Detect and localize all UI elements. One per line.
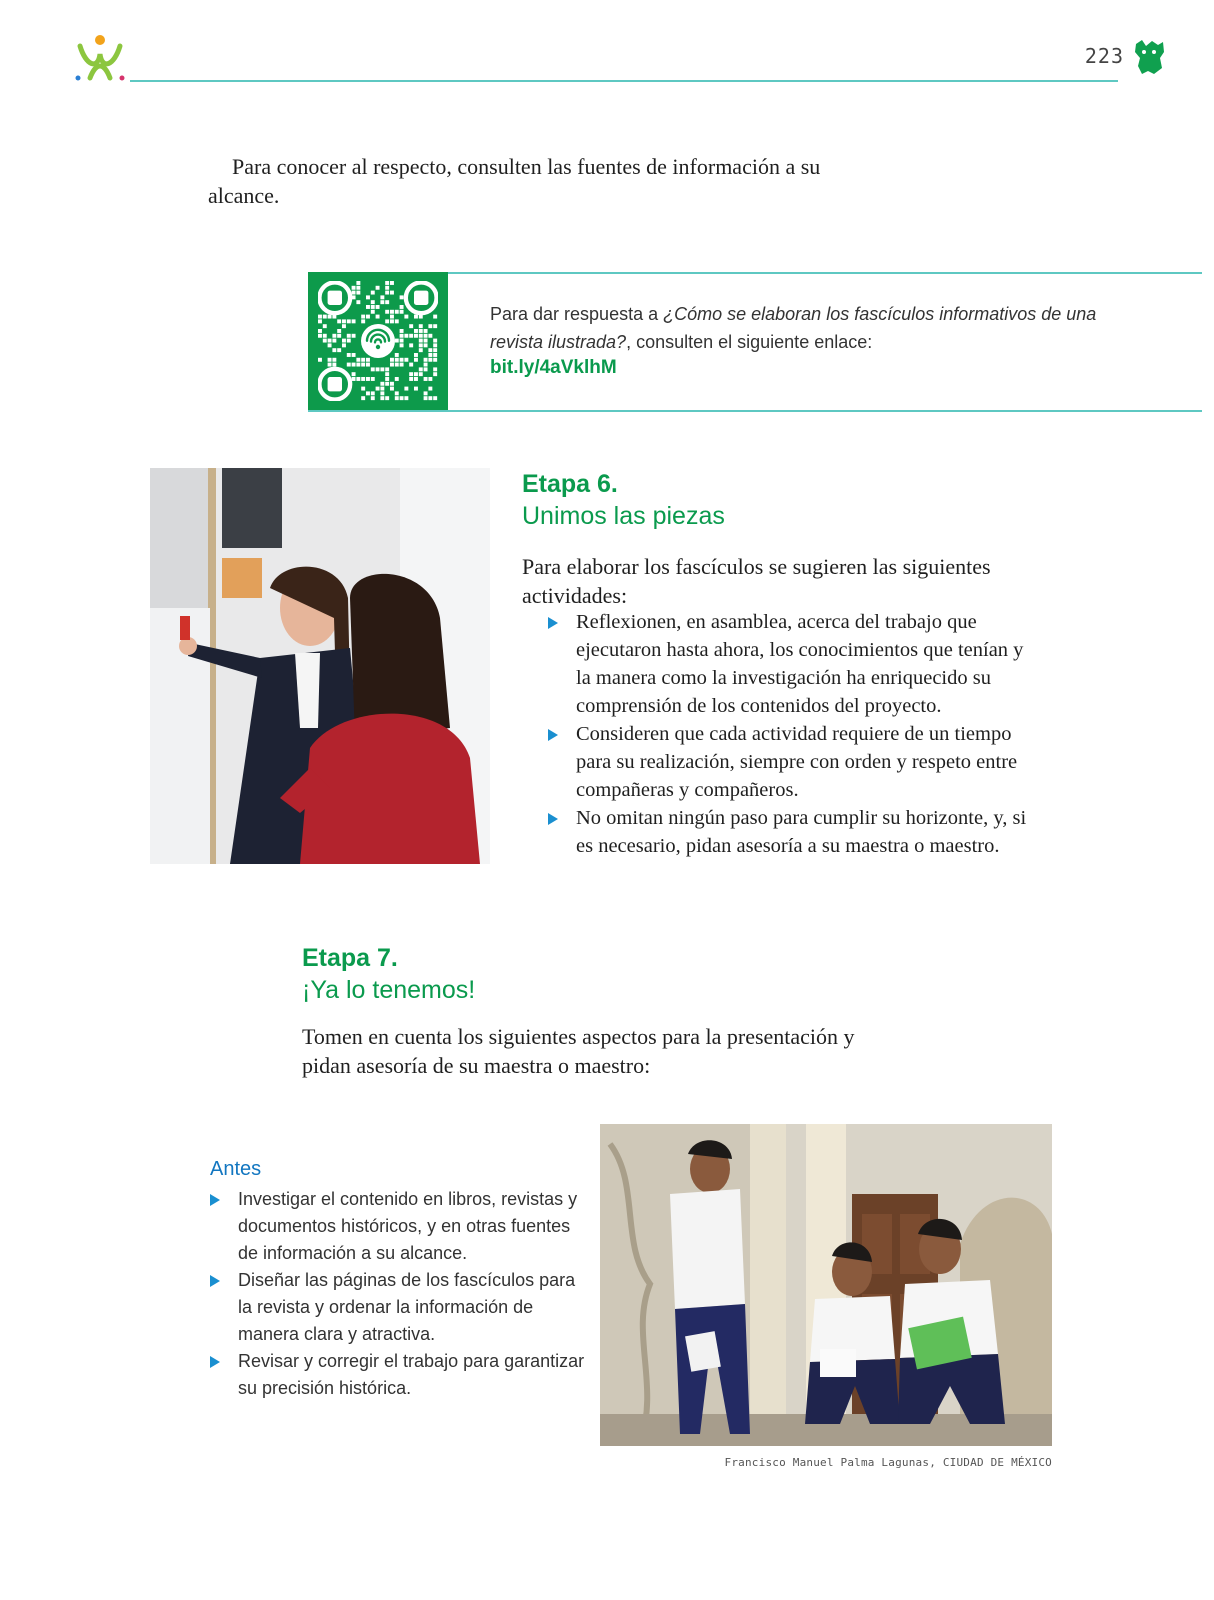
stage7-title: Etapa 7. [302, 944, 398, 972]
stage6-title: Etapa 6. [522, 470, 618, 498]
qr-finder-pattern [319, 282, 350, 313]
triangle-bullet-icon [548, 813, 558, 825]
triangle-bullet-icon [210, 1356, 220, 1368]
triangle-bullet-icon [548, 617, 558, 629]
intro-paragraph: Para conocer al respecto, consulten las fuentes de información a su alcance. [208, 154, 821, 208]
qr-text-after: , consulten el siguiente enlace: [626, 332, 873, 352]
stage6-intro: Para elaborar los fascículos se sugieren las siguientes actividades: [522, 554, 991, 608]
stage6-activity-list [548, 608, 1038, 860]
qr-text-before: Para dar respuesta a [490, 304, 664, 324]
list-item [210, 1267, 590, 1348]
list-item [548, 720, 1038, 804]
students-photo [600, 1124, 1052, 1446]
stage6-subtitle: Unimos las piezas [522, 502, 725, 530]
header-rule [130, 80, 1118, 82]
wifi-icon [361, 324, 395, 358]
triangle-bullet-icon [210, 1275, 220, 1287]
list-item [210, 1186, 590, 1267]
list-item-text: Consideren que cada actividad requiere de un tiempo para su realización, siempre con orden y respeto entre compañeras y compañeros. [576, 723, 1018, 801]
list-item-text: No omitan ningún paso para cumplir su horizonte, y, si es necesario, pidan asesoría a su maestra o maestro. [576, 807, 1027, 857]
stage7-subtitle: ¡Ya lo tenemos! [302, 976, 476, 1004]
qr-code[interactable] [318, 281, 438, 401]
triangle-bullet-icon [548, 729, 558, 741]
photo-credit: Francisco Manuel Palma Lagunas, CIUDAD DE MÉXICO [724, 1456, 1052, 1469]
list-item-text: Investigar el contenido en libros, revistas y documentos históricos, y en otras fuentes de información a su alcance. [238, 1189, 578, 1263]
antes-list [210, 1186, 590, 1402]
qr-finder-pattern [319, 369, 350, 400]
list-item-text: Diseñar las páginas de los fascículos para la revista y ordenar la información de manera clara y atractiva. [238, 1270, 576, 1344]
list-item-text: Revisar y corregir el trabajo para garantizar su precisión histórica. [238, 1351, 585, 1398]
qr-instructions [490, 300, 1150, 356]
page-number: 223 [1084, 44, 1124, 68]
list-item-text: Reflexionen, en asamblea, acerca del trabajo que ejecutaron hasta ahora, los conocimientos que tenían y la manera como la investigación ha enriquecido su comprensión de los contenidos del proyecto. [576, 611, 1024, 717]
jaguar-emblem-icon [1132, 38, 1166, 76]
list-item [210, 1348, 590, 1402]
qr-finder-pattern [406, 282, 437, 313]
qr-question: ¿Cómo se elaboran los fascículos informativos de una revista ilustrada? [490, 304, 1097, 352]
stage7-heading [302, 942, 475, 1006]
program-logo [72, 32, 128, 84]
qr-link[interactable]: bit.ly/4aVklhM [490, 357, 617, 378]
stage6-heading [522, 468, 725, 532]
stage7-intro: Tomen en cuenta los siguientes aspectos para la presentación y pidan asesoría de su maestra o maestro: [302, 1024, 855, 1078]
list-item [548, 804, 1038, 860]
classroom-photo [150, 468, 490, 864]
list-item [548, 608, 1038, 720]
triangle-bullet-icon [210, 1194, 220, 1206]
antes-heading: Antes [210, 1158, 262, 1180]
